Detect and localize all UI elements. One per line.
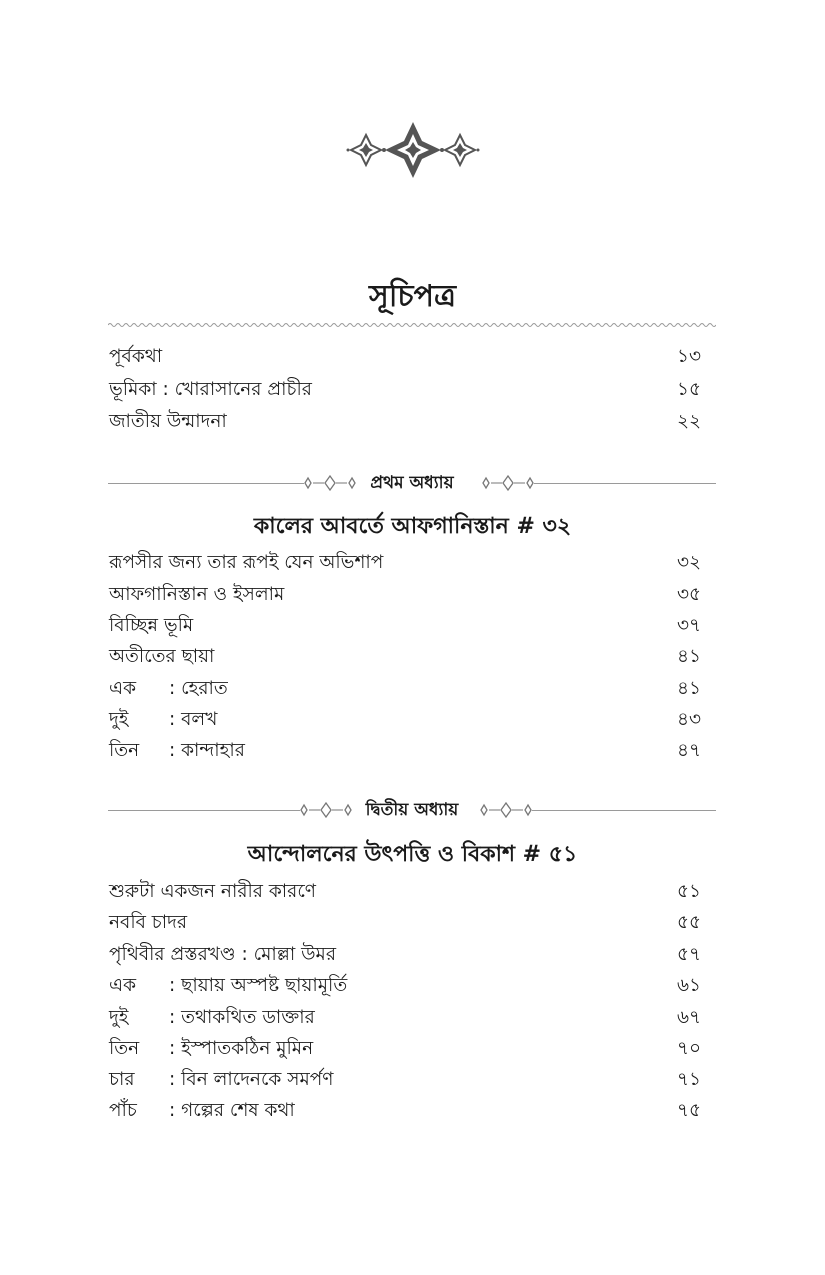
entry-page-number: ৬৭	[676, 1007, 701, 1028]
entry-title: শুরুটা একজন নারীর কারণে	[109, 881, 316, 902]
subentry-number: পাঁচ	[109, 1100, 137, 1121]
chapter-title: আন্দোলনের উৎপত্তি ও বিকাশ # ৫১	[247, 841, 578, 867]
entry-page-number: ৭০	[676, 1038, 701, 1059]
entry-title: আফগানিস্তান ও ইসলাম	[109, 584, 285, 605]
entry-title: ভূমিকা : খোরাসানের প্রাচীর	[109, 379, 312, 400]
chapter-label: দ্বিতীয় অধ্যায়	[365, 800, 459, 820]
entry-page-number: ৭১	[676, 1069, 701, 1090]
toc-subentry[interactable]	[109, 970, 701, 1001]
subentry-number: চার	[109, 1069, 135, 1090]
entry-title: : ইস্পাতকঠিন মুমিন	[169, 1038, 314, 1059]
entry-page-number: ১৫	[676, 379, 701, 400]
entry-page-number: ৩৫	[676, 584, 701, 605]
star-ornament-icon	[346, 118, 480, 182]
entry-page-number: ৬১	[676, 975, 701, 996]
entry-title: : ছায়ায় অস্পষ্ট ছায়ামূর্তি	[169, 975, 348, 996]
toc-entry[interactable]	[109, 547, 701, 578]
toc-subentry[interactable]	[109, 1033, 701, 1064]
entry-title: রূপসীর জন্য তার রূপই যেন অভিশাপ	[109, 552, 384, 573]
divider-rule	[532, 810, 716, 811]
toc-subentry[interactable]	[109, 1064, 701, 1095]
toc-entry[interactable]	[109, 939, 701, 970]
divider-rule	[534, 483, 716, 484]
entry-page-number: ৪১	[676, 678, 701, 699]
toc-subentry[interactable]	[109, 673, 701, 704]
entry-title: : গল্পের শেষ কথা	[169, 1100, 295, 1121]
subentry-number: তিন	[109, 740, 140, 761]
entry-page-number: ২২	[676, 411, 701, 432]
subentry-number: দুই	[109, 709, 129, 730]
entry-title: নববি চাদর	[109, 912, 188, 933]
entry-page-number: ৭৫	[676, 1100, 701, 1121]
page-title: সূচিপত্র	[369, 279, 456, 314]
diamond-ornament-icon	[478, 802, 534, 818]
toc-entry[interactable]	[109, 907, 701, 938]
entry-title: জাতীয় উন্মাদনা	[109, 411, 227, 432]
entry-title: পূর্বকথা	[109, 346, 163, 367]
entry-page-number: ৩৭	[676, 615, 701, 636]
toc-subentry[interactable]	[109, 704, 701, 735]
entry-title: অতীতের ছায়া	[109, 646, 215, 667]
entry-page-number: ৪৭	[676, 740, 701, 761]
entry-title: : হেরাত	[169, 678, 228, 699]
entry-page-number: ৪৩	[676, 709, 701, 730]
entry-page-number: ৫১	[676, 881, 701, 902]
toc-subentry[interactable]	[109, 735, 701, 766]
toc-entry[interactable]	[109, 876, 701, 907]
subentry-number: দুই	[109, 1007, 129, 1028]
toc-subentry[interactable]	[109, 1095, 701, 1126]
toc-entry[interactable]	[109, 341, 701, 372]
chapter-divider	[108, 471, 716, 495]
chapter-divider	[108, 798, 716, 822]
entry-title: পৃথিবীর প্রস্তরখণ্ড : মোল্লা উমর	[109, 944, 336, 965]
toc-entry[interactable]	[109, 610, 701, 641]
subentry-number: এক	[109, 975, 137, 996]
entry-page-number: ৩২	[676, 552, 701, 573]
toc-entry[interactable]	[109, 406, 701, 437]
entry-title: : বলখ	[169, 709, 218, 730]
subentry-number: তিন	[109, 1038, 140, 1059]
chapter-label: প্রথম অধ্যায়	[370, 473, 454, 493]
entry-title: : বিন লাদেনকে সমর্পণ	[169, 1069, 334, 1090]
toc-subentry[interactable]	[109, 1002, 701, 1033]
entry-page-number: ১৩	[676, 346, 701, 367]
entry-title: : তথাকথিত ডাক্তার	[169, 1007, 315, 1028]
toc-entry[interactable]	[109, 641, 701, 672]
chapter-title: কালের আবর্তে আফগানিস্তান # ৩২	[253, 513, 572, 539]
toc-entry[interactable]	[109, 579, 701, 610]
entry-page-number: ৫৭	[676, 944, 701, 965]
entry-page-number: ৪১	[676, 646, 701, 667]
entry-title: বিচ্ছিন্ন ভূমি	[109, 615, 194, 636]
entry-page-number: ৫৫	[676, 912, 701, 933]
wavy-rule	[108, 320, 716, 330]
diamond-ornament-icon	[480, 475, 536, 491]
subentry-number: এক	[109, 678, 137, 699]
entry-title: : কান্দাহার	[169, 740, 245, 761]
toc-entry[interactable]	[109, 374, 701, 405]
